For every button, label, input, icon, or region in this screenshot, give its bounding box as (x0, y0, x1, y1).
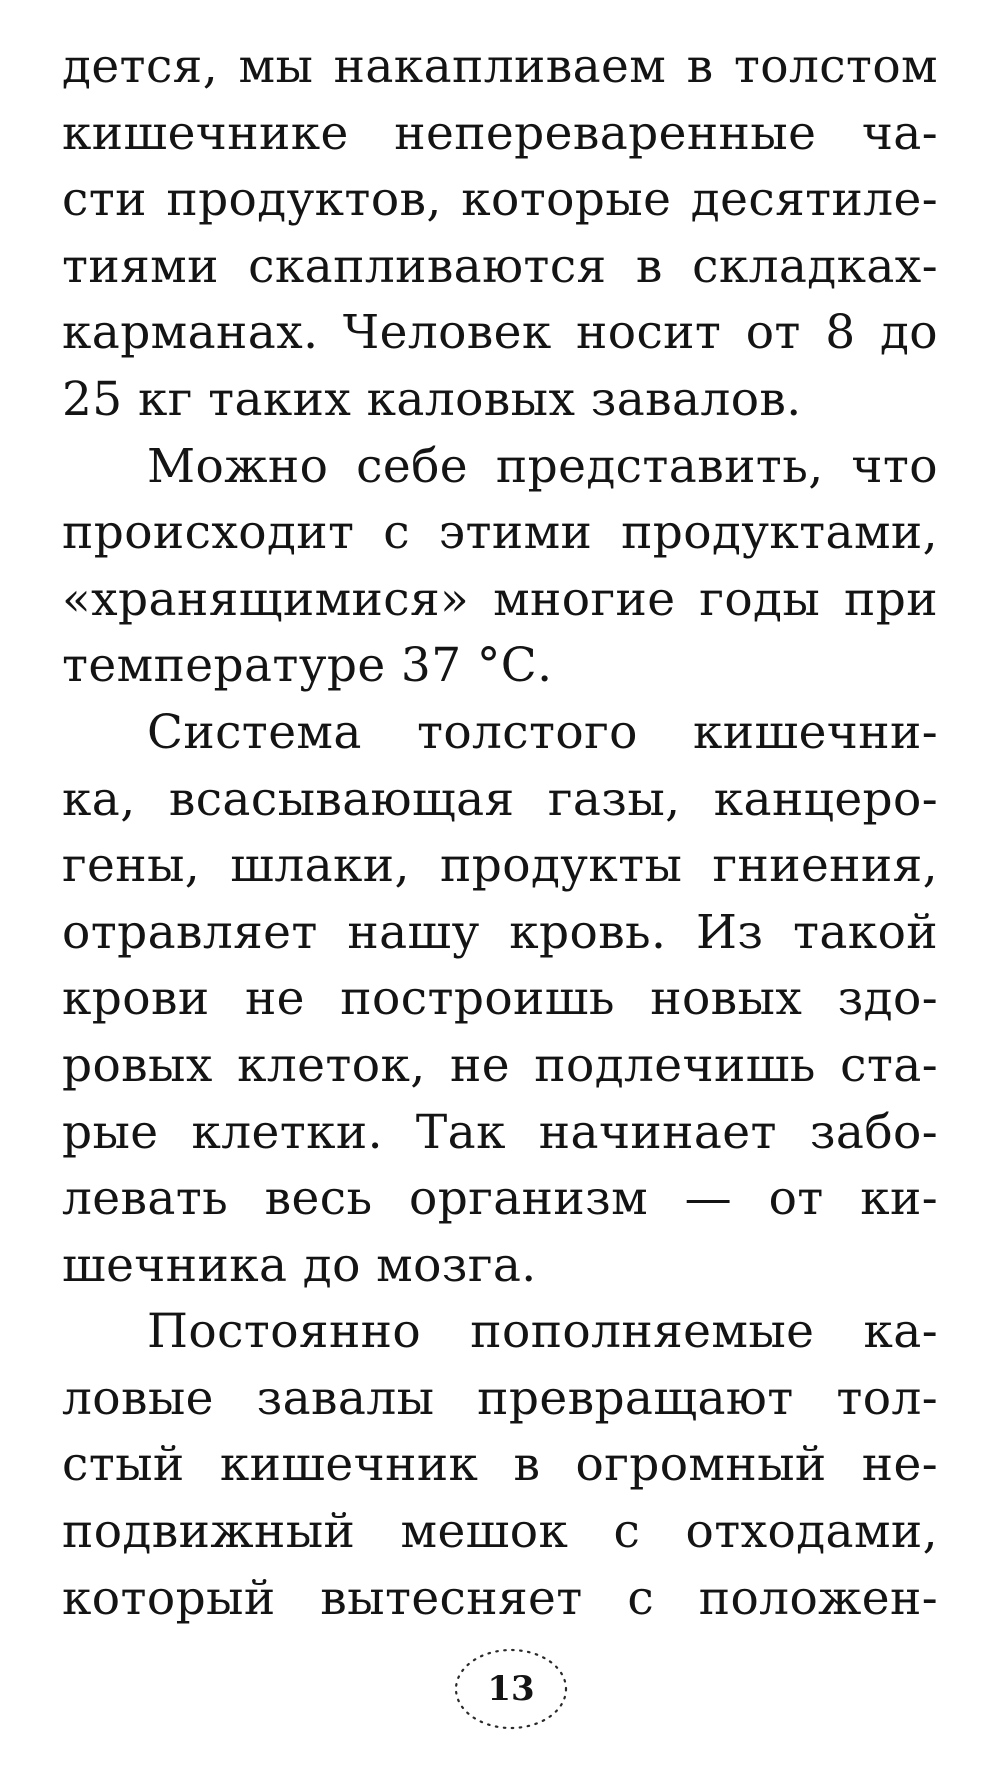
text-line: который вытесняет с положен- (62, 1570, 938, 1626)
text-line: 25 кг таких каловых завалов. (62, 371, 802, 427)
text-line: «хранящимися» многие годы при (62, 571, 938, 627)
text-line: крови не построишь новых здо- (62, 971, 938, 1027)
text-line: Система толстого кишечни- (147, 704, 938, 760)
text-line: гены, шлаки, продукты гниения, (62, 838, 938, 894)
text-line: ка, всасывающая газы, канцеро- (62, 771, 938, 827)
text-line: кишечнике непереваренные ча- (62, 105, 938, 161)
text-line: Можно себе представить, что (147, 438, 938, 494)
body-text (62, 34, 938, 1632)
text-line: левать весь организм — от ки- (62, 1171, 938, 1227)
text-line: ловые завалы превращают тол- (62, 1370, 938, 1426)
text-line: подвижный мешок с отходами, (62, 1504, 938, 1560)
text-line: стый кишечник в огромный не- (62, 1437, 938, 1493)
text-line: тиями скапливаются в складках- (62, 238, 938, 294)
text-line: отравляет нашу кровь. Из такой (62, 904, 938, 960)
text-line: шечника до мозга. (62, 1237, 537, 1293)
text-line: карманах. Человек носит от 8 до (62, 305, 938, 361)
text-line: сти продуктов, которые десятиле- (62, 172, 938, 228)
text-line: дется, мы накапливаем в толстом (62, 39, 938, 94)
text-line: происходит с этими продуктами, (62, 505, 938, 561)
page-number-badge (452, 1646, 570, 1732)
text-line: температуре 37 °С. (62, 638, 553, 694)
text-line: ровых клеток, не подлечишь ста- (62, 1037, 938, 1093)
page-number: 13 (487, 1669, 535, 1709)
text-line: Постоянно пополняемые ка- (147, 1304, 938, 1360)
text-line: рые клетки. Так начинает забо- (62, 1104, 938, 1160)
